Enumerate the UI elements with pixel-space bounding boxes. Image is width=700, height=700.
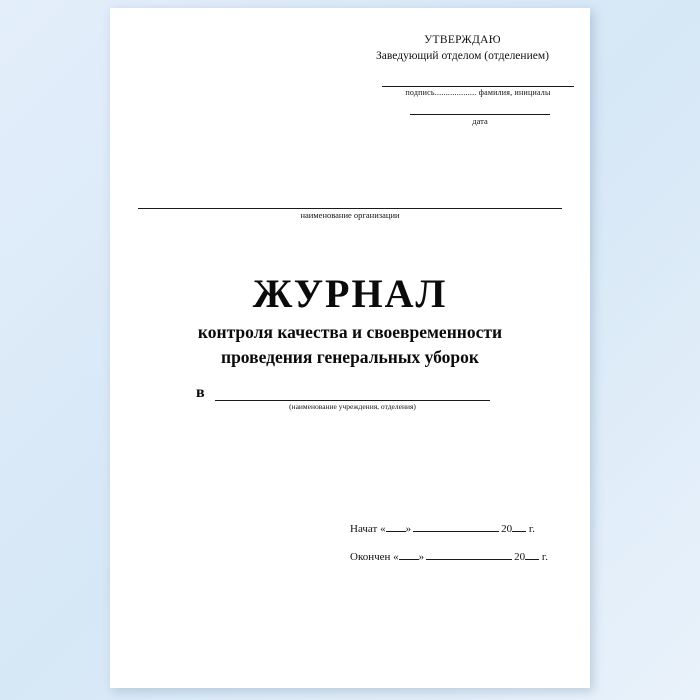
approval-heading: УТВЕРЖДАЮ	[424, 34, 501, 46]
date-caption: дата	[472, 116, 488, 126]
finished-day-blank	[399, 548, 419, 560]
institution-prefix-label: в	[196, 384, 205, 401]
started-month-blank	[413, 520, 499, 532]
finished-year-prefix: 20	[514, 551, 526, 563]
document-sheet	[110, 8, 590, 688]
started-day-blank	[386, 520, 406, 532]
institution-caption: (наименование учреждения, отделения)	[289, 402, 416, 411]
document-page-content	[110, 8, 590, 688]
started-year-suffix: г.	[528, 523, 535, 535]
institution-rule	[215, 400, 490, 401]
finished-quote-close: »	[418, 551, 425, 563]
finished-year-suffix: г.	[541, 551, 548, 563]
document-subtitle-line1: контроля качества и своевременности	[197, 322, 503, 342]
finished-year-blank	[525, 548, 539, 560]
started-label: Начат	[350, 523, 378, 535]
finished-month-blank	[426, 548, 512, 560]
organization-rule	[138, 208, 562, 209]
signature-rule	[382, 86, 574, 87]
date-rule	[410, 114, 550, 115]
document-title: ЖУРНАЛ	[252, 271, 448, 316]
document-subtitle	[120, 320, 580, 370]
started-year-blank	[512, 520, 526, 532]
signature-caption: подпись................... фамилия, инициалы	[405, 88, 551, 97]
organization-caption: наименование организации	[300, 210, 400, 220]
started-quote-open: «	[380, 523, 386, 535]
started-quote-close: »	[405, 523, 412, 535]
finished-label: Окончен	[350, 551, 391, 563]
started-row	[350, 520, 565, 535]
document-subtitle-line2: проведения генеральных уборок	[220, 347, 479, 367]
approval-block	[350, 34, 575, 62]
approval-subheading: Заведующий отделом (отделением)	[376, 50, 549, 62]
started-year-prefix: 20	[501, 523, 513, 535]
finished-row	[350, 548, 565, 563]
finished-quote-open: «	[393, 551, 399, 563]
